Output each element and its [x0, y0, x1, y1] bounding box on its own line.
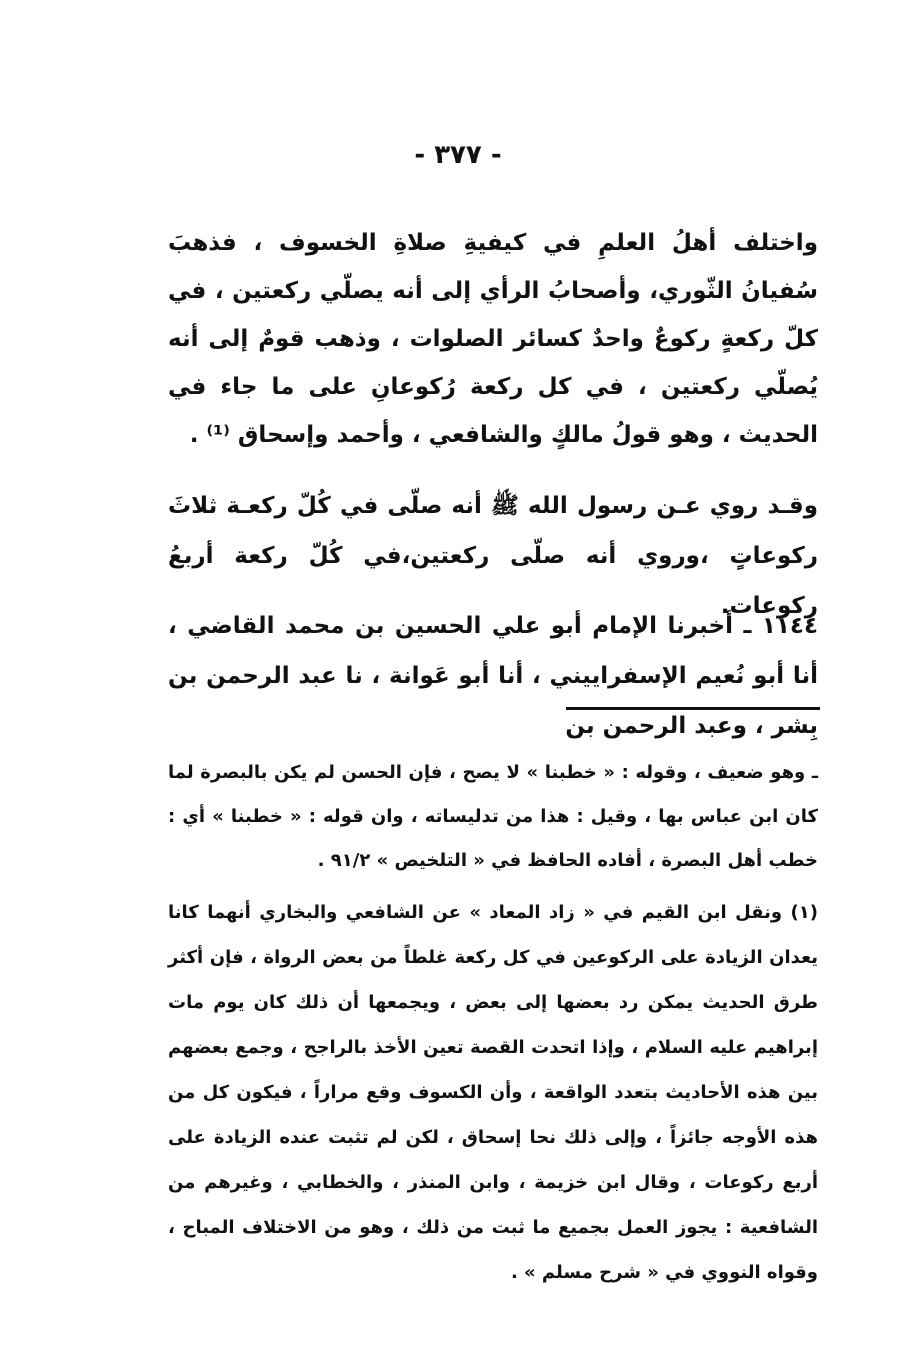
footnote-separator: [566, 707, 820, 710]
page-number: - ٣٧٧ -: [414, 140, 502, 170]
paragraph-narrations: وقـد روي عـن رسول الله ﷺ أنه صلّى في كُلّ ركعـة ثلاثَ ركوعاتٍ ،وروي أنه صلّى ركعتين،في كُلّ ركعة أربعُ ركوعات.: [168, 493, 818, 619]
paragraph-hadith-1144: ١١٤٤ ـ أخبرنا الإمام أبو علي الحسين بن محمد القاضي ، أنا أبو نُعيم الإسفراييني ، أنا أبو عَوانة ، نا عبد الرحمن بن بِشر ، وعبد الرحمن بن: [168, 613, 818, 739]
paragraph-prayer-eclipse-opinions: واختلف أهلُ العلمِ في كيفيةِ صلاةِ الخسوف ، فذهبَ سُفيانُ الثّوري، وأصحابُ الرأي إلى أنه يصلّي ركعتين ، في كلّ ركعةٍ ركوعٌ واحدٌ كسائر الصلوات ، وذهب قومٌ إلى أنه يُصلّي ركعتين ، في كل ركعة رُكوعانِ على ما جاء في الحديث ، وهو قولُ مالكٍ والشافعي ، وأحمد وإسحاق ⁽¹⁾ .: [168, 230, 818, 448]
footnote-continued: ـ وهو ضعيف ، وقوله : « خطبنا » لا يصح ، فإن الحسن لم يكن بالبصرة لما كان ابن عباس بها ، وقيل : هذا من تدليساته ، وان قوله : « خطبنا » أي : خطب أهل البصرة ، أفاده الحافظ في « التلخيص » ٩١/٢ .: [168, 762, 818, 871]
footnote-1: (١) ونقل ابن القيم في « زاد المعاد » عن الشافعي والبخاري أنهما كانا يعدان الزيادة على الركوعين في كل ركعة غلطاً من بعض الرواة ، فإن أكثر طرق الحديث يمكن رد بعضها إلى بعض ، ويجمعها أن ذلك كان يوم مات إبراهيم عليه السلام ، وإذا اتحدت القصة تعين الأخذ بالراجح ، وجمع بعضهم بين هذه الأحاديث بتعدد الواقعة ، وأن الكسوف وقع مراراً ، فيكون كل من هذه الأوجه جائزاً ، وإلى ذلك نحا إسحاق ، لكن لم تثبت عنده الزيادة على أربع ركوعات ، وقال ابن خزيمة ، وابن المنذر ، والخطابي ، وغيرهم من الشافعية : يجوز العمل بجميع ما ثبت من ذلك ، وهو من الاختلاف المباح ، وقواه النووي في « شرح مسلم » .: [168, 902, 818, 1283]
